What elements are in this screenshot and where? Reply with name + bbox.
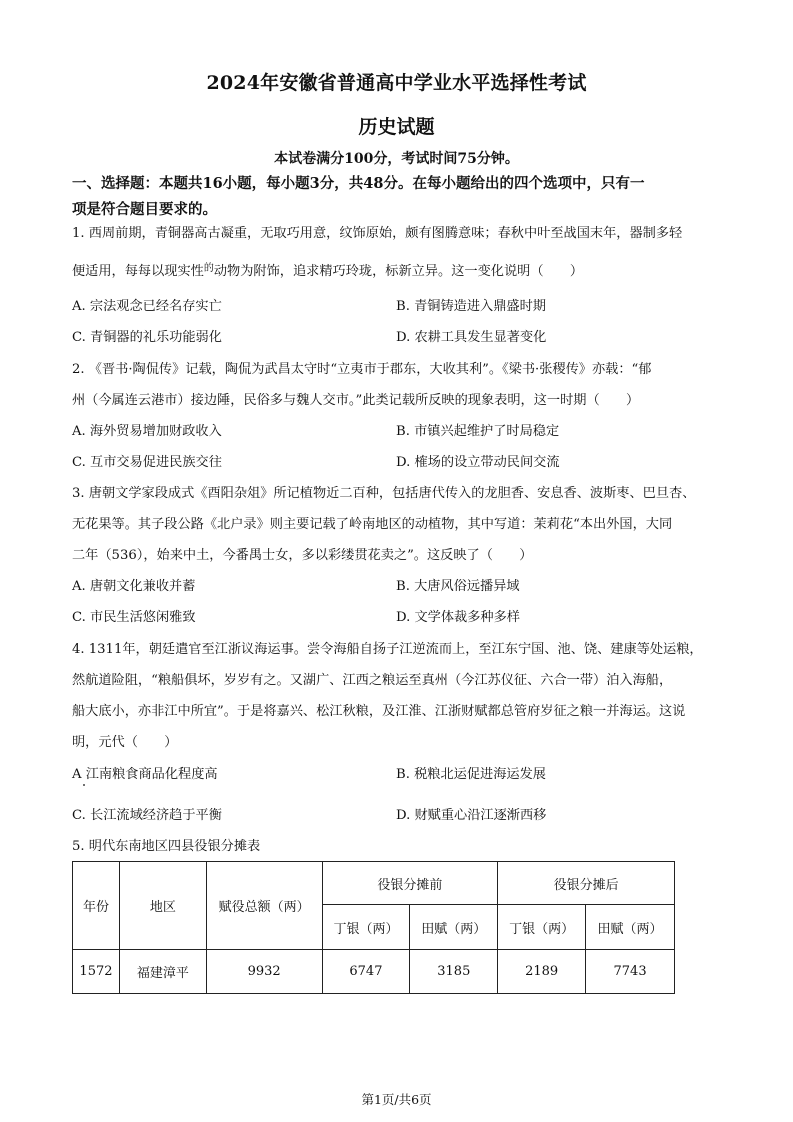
table-header-tian-after: 田赋（两） [586, 905, 675, 950]
table-header-region: 地区 [119, 862, 206, 950]
q4-option-d[interactable]: D. 财赋重心沿江逐渐西移 [396, 808, 547, 823]
q1-option-c[interactable]: C. 青铜器的礼乐功能弱化 [72, 330, 222, 345]
q5-stem-line: 5. 明代东南地区四县役银分摊表 [72, 839, 261, 854]
q2-stem-line: 州（今属连云港市）接边陲，民俗多与魏人交市。”此类记载所反映的现象表明，这一时期（ ） [72, 393, 640, 408]
table-header-tian-before: 田赋（两） [410, 905, 498, 950]
q5-table [72, 861, 675, 994]
q1-stem-line: 1. 西周前期，青铜器高古凝重，无取巧用意，纹饰原始，颇有图腾意味；春秋中叶至战国末年，器制多轻 [72, 226, 683, 241]
table-cell-total: 9932 [206, 950, 322, 994]
q3-option-d[interactable]: D. 文学体裁多种多样 [396, 610, 520, 625]
page-footer: 第1页/共6页 [361, 1092, 432, 1107]
table-cell-ding-after: 2189 [498, 950, 586, 994]
table-cell-ding-before: 6747 [322, 950, 410, 994]
table-header-total: 赋役总额（两） [206, 862, 322, 950]
table-header-ding-after: 丁银（两） [498, 905, 586, 950]
q4-stem-line: 明，元代（ ） [72, 735, 178, 750]
q3-stem-line: 3. 唐朝文学家段成式《酉阳杂俎》所记植物近二百种，包括唐代传入的龙胆香、安息香、波斯枣、巴旦杏、 [72, 486, 696, 501]
table-cell-year: 1572 [73, 950, 120, 994]
q2-option-d[interactable]: D. 榷场的设立带动民间交流 [396, 455, 560, 470]
table-header-after: 役银分摊后 [498, 862, 675, 905]
section-heading [72, 171, 724, 223]
q2-option-c[interactable]: C. 互市交易促进民族交往 [72, 455, 222, 470]
table-cell-tian-after: 7743 [586, 950, 675, 994]
q2-option-b[interactable]: B. 市镇兴起维护了时局稳定 [396, 424, 560, 439]
q1-option-d[interactable]: D. 农耕工具发生显著变化 [396, 330, 547, 345]
table-cell-tian-before: 3185 [410, 950, 498, 994]
q4-stem-line: 船大底小，亦非江中所宜”。于是将嘉兴、松江秋粮，及江淮、江浙财赋都总管府岁征之粮一并海运。这说 [72, 704, 686, 719]
q4-stem-line: 4. 1311年，朝廷遣官至江浙议海运事。尝令海船自扬子江逆流而上，至江东宁国、池、饶、建康等处运粮， [72, 642, 703, 657]
q3-option-c[interactable]: C. 市民生活悠闲雅致 [72, 610, 196, 625]
exam-title: 2024年安徽省普通高中学业水平选择性考试 [206, 72, 587, 94]
exam-note: 本试卷满分100分，考试时间75分钟。 [274, 151, 519, 167]
section-heading-line: 项是符合题目要求的。 [72, 201, 217, 218]
table-header-before: 役银分摊前 [322, 862, 498, 905]
stray-dot [83, 784, 85, 786]
q4-option-a[interactable]: A 江南粮食商品化程度高 [72, 767, 218, 782]
q4-option-b[interactable]: B. 税粮北运促进海运发展 [396, 767, 546, 782]
q4-stem-line: 然航道险阻，“粮船俱坏，岁岁有之。又湖广、江西之粮运至真州（今江苏仪征、六合一带）泊入海船， [72, 673, 673, 688]
q2-option-a[interactable]: A. 海外贸易增加财政收入 [72, 424, 222, 439]
table-row [73, 950, 675, 994]
q1-stem-text: 动物为附饰，追求精巧玲珑，标新立异。这一变化说明（ ） [213, 264, 584, 279]
q1-stem-text: 便适用，每每以现实性 [72, 264, 204, 279]
exam-subtitle: 历史试题 [358, 116, 435, 138]
q3-option-a[interactable]: A. 唐朝文化兼收并蓄 [72, 579, 196, 594]
table-header-ding-before: 丁银（两） [322, 905, 410, 950]
q3-stem-line: 无花果等。其子段公路《北户录》则主要记载了岭南地区的动植物，其中写道：茉莉花“本出外国，大同 [72, 517, 673, 532]
table-cell-region: 福建漳平 [119, 950, 206, 994]
q4-option-c[interactable]: C. 长江流域经济趋于平衡 [72, 808, 222, 823]
section-heading-line: 一、选择题：本题共16小题，每小题3分，共48分。在每小题给出的四个选项中，只有一 [72, 175, 645, 192]
q3-option-b[interactable]: B. 大唐风俗远播异域 [396, 579, 520, 594]
q2-stem-line: 2. 《晋书·陶侃传》记载，陶侃为武昌太守时“立夷市于郡东，大收其利”。《梁书·张稷传》亦载：“郁 [72, 362, 652, 377]
q1-stem-line [72, 263, 724, 282]
q1-option-a[interactable]: A. 宗法观念已经名存实亡 [72, 299, 222, 314]
q1-stem-sup: 的 [203, 263, 214, 274]
q3-stem-line: 二年（536），始来中土，今番禺士女，多以彩缕贯花卖之”。这反映了（ ） [72, 548, 533, 563]
q1-option-b[interactable]: B. 青铜铸造进入鼎盛时期 [396, 299, 546, 314]
table-header-year: 年份 [73, 862, 120, 950]
